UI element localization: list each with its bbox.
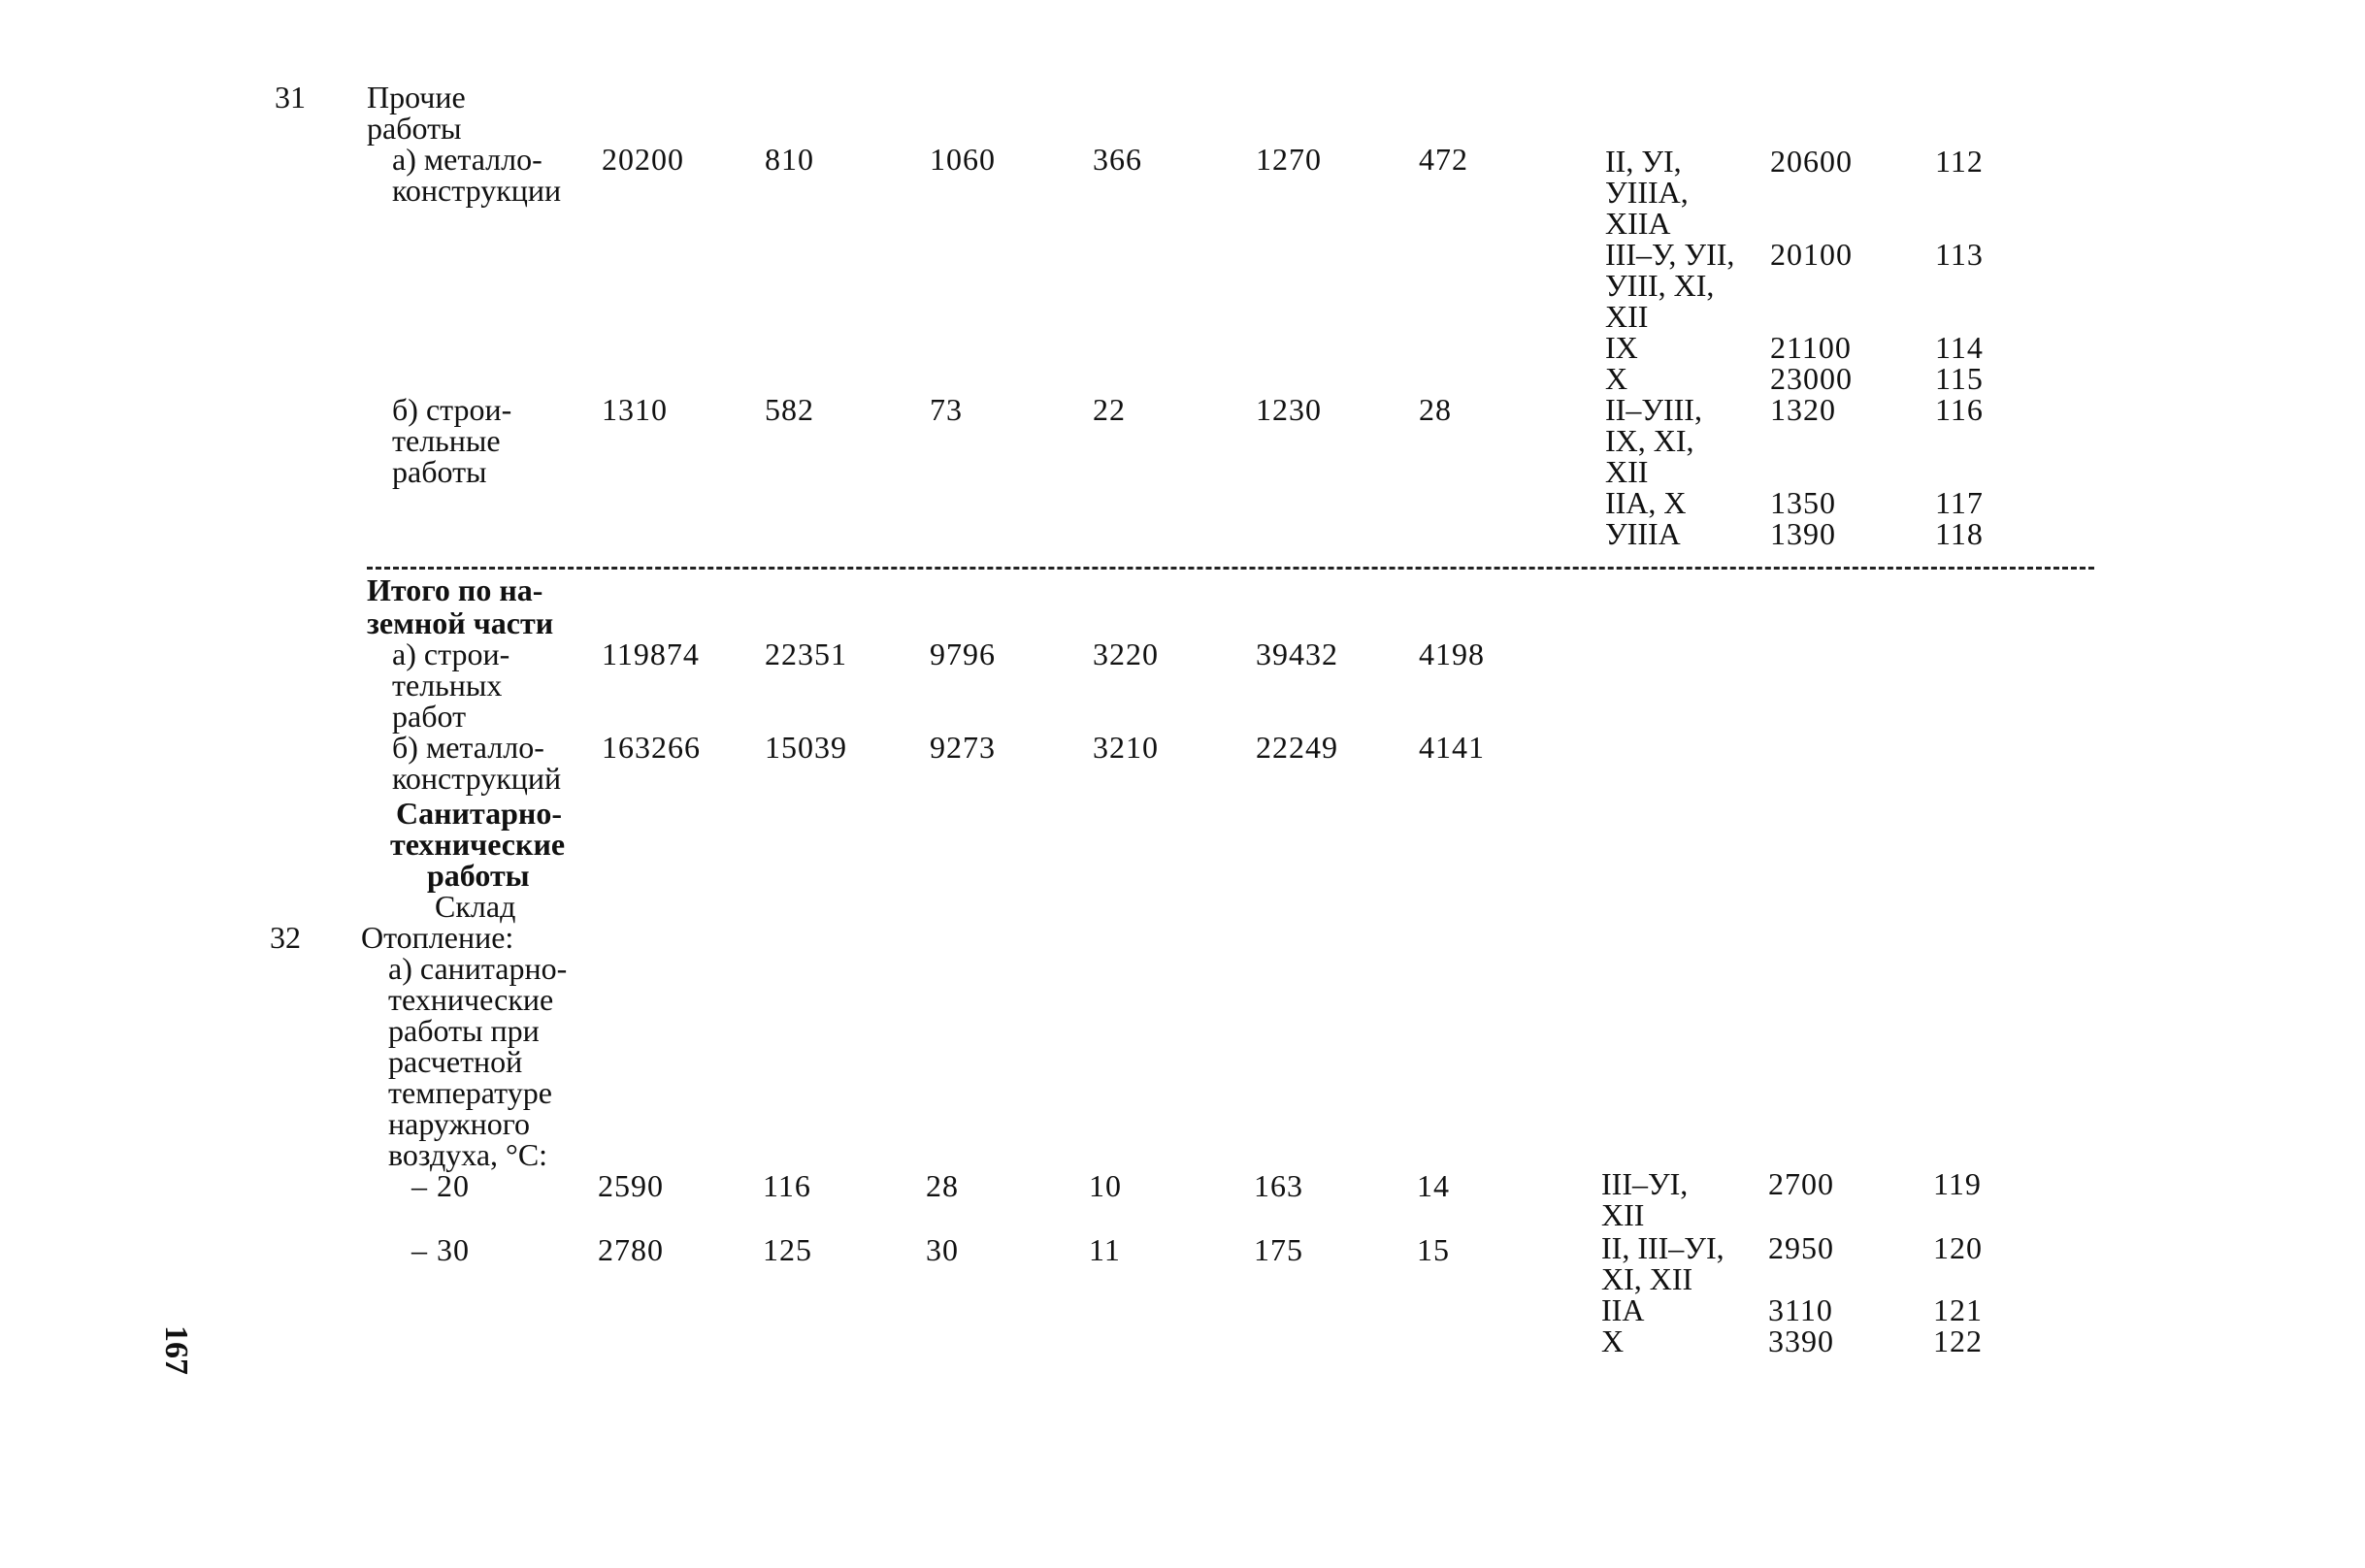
region-code: 115 — [1935, 361, 1984, 396]
cell-value: 1230 — [1256, 392, 1322, 427]
region-code: 117 — [1935, 485, 1984, 520]
region-price: 2700 — [1768, 1166, 1834, 1201]
cell-value: 20200 — [602, 142, 684, 177]
cell-value: 116 — [763, 1168, 811, 1203]
cell-value: 175 — [1254, 1232, 1303, 1267]
row-number: 31 — [275, 80, 306, 114]
region-list: III–УI, — [1601, 1166, 1689, 1201]
cell-value: 4141 — [1419, 730, 1485, 765]
row-title: Отопление: — [361, 920, 514, 955]
cell-value: 22249 — [1256, 730, 1338, 765]
row-number: 32 — [270, 920, 301, 955]
region-price: 21100 — [1770, 330, 1852, 365]
cell-value: 9796 — [930, 637, 996, 671]
dashed-divider — [367, 567, 2094, 570]
section-heading: технические — [390, 827, 566, 862]
cell-value: 472 — [1419, 142, 1468, 177]
region-code: 114 — [1935, 330, 1984, 365]
region-code: 122 — [1933, 1323, 1983, 1358]
cell-value: 1270 — [1256, 142, 1322, 177]
cell-value: 15 — [1417, 1232, 1450, 1267]
cell-value: 1060 — [930, 142, 996, 177]
cell-value: 3220 — [1093, 637, 1159, 671]
cell-value: 11 — [1089, 1232, 1121, 1267]
cell-value: 2590 — [598, 1168, 664, 1203]
region-list: УIIIА — [1605, 516, 1681, 551]
region-list: IIА, X — [1605, 485, 1687, 520]
region-list: XIIА — [1605, 206, 1671, 241]
section-heading: работы — [427, 858, 530, 893]
row-title: работы — [367, 111, 462, 146]
region-list: X — [1601, 1323, 1625, 1358]
cell-value: 73 — [930, 392, 963, 427]
region-price: 1390 — [1770, 516, 1836, 551]
region-price: 23000 — [1770, 361, 1853, 396]
item-label: тельных — [392, 668, 503, 702]
item-label: а) санитарно- — [388, 951, 568, 986]
section-heading: Санитарно- — [396, 796, 562, 831]
cell-value: 22351 — [765, 637, 847, 671]
region-code: 119 — [1933, 1166, 1982, 1201]
region-price: 2950 — [1768, 1230, 1834, 1265]
item-label: конструкций — [392, 761, 562, 796]
cell-value: 366 — [1093, 142, 1142, 177]
region-list: IX, XI, — [1605, 423, 1694, 458]
item-label: воздуха, °С: — [388, 1137, 548, 1172]
row-title: Прочие — [367, 80, 466, 114]
region-list: IX — [1605, 330, 1638, 365]
region-list: IIА — [1601, 1292, 1645, 1327]
cell-value: 28 — [1419, 392, 1452, 427]
cell-value: 2780 — [598, 1232, 664, 1267]
item-label: а) строи- — [392, 637, 510, 671]
region-list: II, УI, — [1605, 144, 1682, 179]
item-label: работы — [392, 454, 487, 489]
item-label: технические — [388, 982, 554, 1017]
region-price: 20100 — [1770, 237, 1853, 272]
page-number: 167 — [158, 1325, 194, 1375]
region-list: X — [1605, 361, 1628, 396]
temperature-label: – 20 — [411, 1168, 470, 1203]
region-price: 3110 — [1768, 1292, 1833, 1327]
cell-value: 163266 — [602, 730, 701, 765]
cell-value: 39432 — [1256, 637, 1338, 671]
cell-value: 15039 — [765, 730, 847, 765]
cell-value: 9273 — [930, 730, 996, 765]
item-label: б) металло- — [392, 730, 544, 765]
region-price: 20600 — [1770, 144, 1853, 179]
region-list: УIII, XI, — [1605, 268, 1715, 303]
cell-value: 28 — [926, 1168, 959, 1203]
region-list: XI, XII — [1601, 1261, 1693, 1296]
cell-value: 582 — [765, 392, 814, 427]
cell-value: 30 — [926, 1232, 959, 1267]
cell-value: 119874 — [602, 637, 700, 671]
cell-value: 3210 — [1093, 730, 1159, 765]
region-code: 120 — [1933, 1230, 1983, 1265]
region-price: 1320 — [1770, 392, 1836, 427]
item-label: наружного — [388, 1106, 531, 1141]
region-list: XII — [1601, 1197, 1645, 1232]
region-list: II, III–УI, — [1601, 1230, 1724, 1265]
region-code: 113 — [1935, 237, 1984, 272]
item-label: б) строи- — [392, 392, 512, 427]
region-list: УIIIА, — [1605, 175, 1689, 210]
cell-value: 810 — [765, 142, 814, 177]
region-list: XII — [1605, 454, 1649, 489]
cell-value: 163 — [1254, 1168, 1303, 1203]
region-list: III–У, УII, — [1605, 237, 1735, 272]
cell-value: 1310 — [602, 392, 668, 427]
item-label: работы при — [388, 1013, 540, 1048]
total-title: Итого по на- — [367, 572, 543, 607]
region-code: 112 — [1935, 144, 1984, 179]
section-subheading: Склад — [435, 889, 516, 924]
item-label: а) металло- — [392, 142, 542, 177]
cell-value: 14 — [1417, 1168, 1450, 1203]
region-code: 118 — [1935, 516, 1984, 551]
cell-value: 10 — [1089, 1168, 1122, 1203]
region-price: 1350 — [1770, 485, 1836, 520]
cell-value: 125 — [763, 1232, 812, 1267]
item-label: тельные — [392, 423, 501, 458]
cell-value: 22 — [1093, 392, 1126, 427]
temperature-label: – 30 — [411, 1232, 470, 1267]
total-title: земной части — [367, 605, 554, 640]
region-list: II–УIII, — [1605, 392, 1702, 427]
cell-value: 4198 — [1419, 637, 1485, 671]
region-code: 121 — [1933, 1292, 1983, 1327]
item-label: расчетной — [388, 1044, 523, 1079]
item-label: температуре — [388, 1075, 552, 1110]
region-list: XII — [1605, 299, 1649, 334]
item-label: работ — [392, 699, 467, 734]
region-code: 116 — [1935, 392, 1984, 427]
region-price: 3390 — [1768, 1323, 1834, 1358]
item-label: конструкции — [392, 173, 562, 208]
